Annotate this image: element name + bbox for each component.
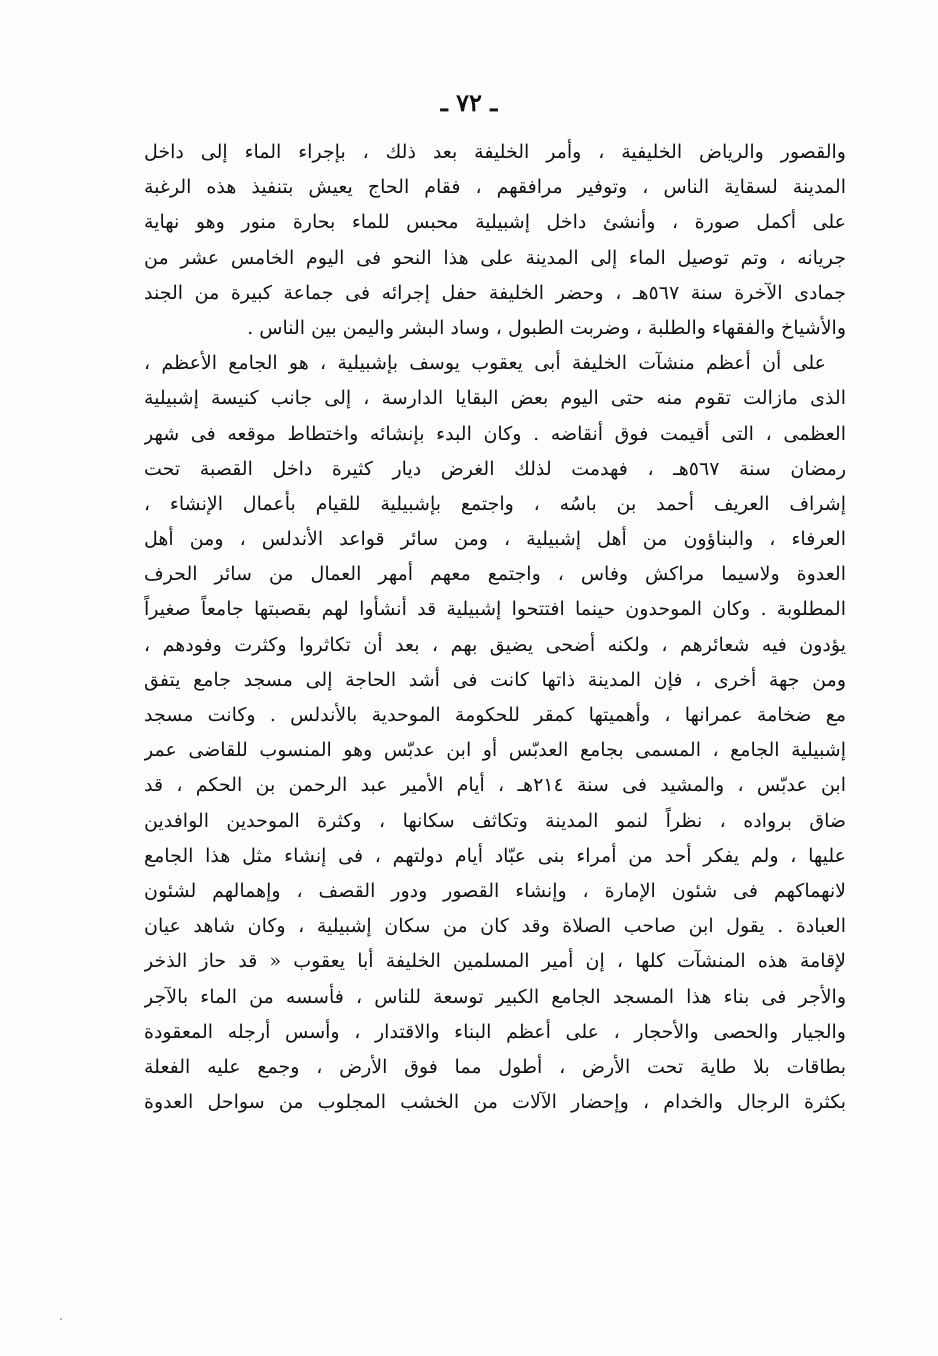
paragraph-1	[144, 135, 846, 346]
text-line: ابن عدبّس ، والمشيد فى سنة ٢١٤هـ ، أيام الأمير عبد الرحمن بن الحكم ، قد	[144, 774, 846, 797]
text-line: العدوة ولاسيما مراكش وفاس ، واجتمع معهم أمهر العمال من سائر الحرف	[144, 563, 846, 586]
text-line: إشبيلية الجامع ، المسمى بجامع العدبّس أو ابن عدبّس وهو المنسوب للقاضى عمر	[144, 739, 846, 762]
text-line: والأشياخ والفقهاء والطلبة ، وضربت الطبول ، وساد البشر واليمن بين الناس .	[247, 316, 846, 339]
text-line: لإقامة هذه المنشآت كلها ، إن أمير المسلمين الخليفة أبا يعقوب « قد حاز الذخر	[144, 950, 846, 973]
text-line: ومن جهة أخرى ، فإن المدينة ذاتها كانت فى أشد الحاجة إلى مسجد جامع يتفق	[144, 668, 846, 691]
text-line: والقصور والرياض الخليفية ، وأمر الخليفة بعد ذلك ، بإجراء الماء إلى داخل	[144, 141, 846, 163]
text-line: العظمى ، التى أقيمت فوق أنقاضه . وكان البدء بإنشائه واختطاط موقعه فى شهر	[144, 422, 846, 445]
text-line: جمادى الآخرة سنة ٥٦٧هـ ، وحضر الخليفة حفل إجرائه فى جماعة كبيرة من الجند	[144, 281, 846, 304]
text-line: الذى مازالت تقوم منه حتى اليوم بعض البقايا الدارسة ، إلى جانب كنيسة إشبيلية	[144, 387, 846, 410]
text-line: يؤدون فيه شعائرهم ، ولكنه أضحى يضيق بهم ، بعد أن تكاثروا وكثرت وفودهم ،	[144, 633, 846, 656]
text-line: على أن أعظم منشآت الخليفة أبى يعقوب يوسف بإشبيلية ، هو الجامع الأعظم ،	[144, 352, 826, 375]
text-line: بكثرة الرجال والخدام ، وإحضار الآلات من الخشب المجلوب من سواحل العدوة	[144, 1091, 846, 1114]
text-line: المدينة لسقاية الناس ، وتوفير مرافقهم ، فقام الحاج يعيش بتنفيذ هذه الرغبة	[144, 176, 846, 199]
text-line: المطلوبة . وكان الموحدون حينما افتتحوا إشبيلية قد أنشأوا لهم بقصبتها جامعاً صغيراً	[144, 598, 846, 621]
text-line: على أكمل صورة ، وأنشئ داخل إشبيلية محبس للماء بحارة منور وهو نهاية	[144, 211, 846, 234]
text-line: رمضان سنة ٥٦٧هـ ، فهدمت لذلك الغرض ديار كثيرة داخل القصبة تحت	[144, 457, 846, 480]
text-line: العبادة . يقول ابن صاحب الصلاة وقد كان من سكان إشبيلية ، وكان شاهد عيان	[144, 915, 846, 938]
paragraph-2	[144, 346, 846, 1120]
text-line: والجيار والحصى والأحجار ، على أعظم البناء والاقتدار ، وأسس أرجله المعقودة	[144, 1020, 846, 1043]
text-line: بطاقات بلا طاية تحت الأرض ، أطول مما فوق الأرض ، وجمع عليه الفعلة	[144, 1055, 846, 1078]
text-line: لانهماكهم فى شئون الإمارة ، وإنشاء القصور ودور القصف ، وإهمالهم لشئون	[144, 879, 846, 902]
scan-speck	[60, 1318, 62, 1320]
text-line: مع ضخامة عمرانها ، وأهميتها كمقر للحكومة الموحدية بالأندلس . وكانت مسجد	[144, 704, 846, 726]
text-line: جريانه ، وتم توصيل الماء إلى المدينة على هذا النحو فى اليوم الخامس عشر من	[144, 246, 846, 269]
text-line: ضاق برواده ، نظراً لنمو المدينة وتكاثف سكانها ، وكثرة الموحدين الوافدين	[144, 809, 846, 832]
text-line: إشراف العريف أحمد بن باسُه ، واجتمع بإشبيلية للقيام بأعمال الإنشاء ،	[144, 492, 846, 515]
text-line: عليها ، ولم يفكر أحد من أمراء بنى عبّاد أيام دولتهم ، فى إنشاء مثل هذا الجامع	[144, 844, 846, 867]
body-text	[144, 135, 846, 1120]
text-line: العرفاء ، والبناؤون من أهل إشبيلية ، ومن سائر قواعد الأندلس ، ومن أهل	[144, 528, 846, 551]
page-number: ـ ٧٢ ـ	[440, 88, 498, 117]
text-line: والأجر فى بناء هذا المسجد الجامع الكبير توسعة للناس ، فأسسه من الماء بالآجر	[144, 985, 846, 1008]
